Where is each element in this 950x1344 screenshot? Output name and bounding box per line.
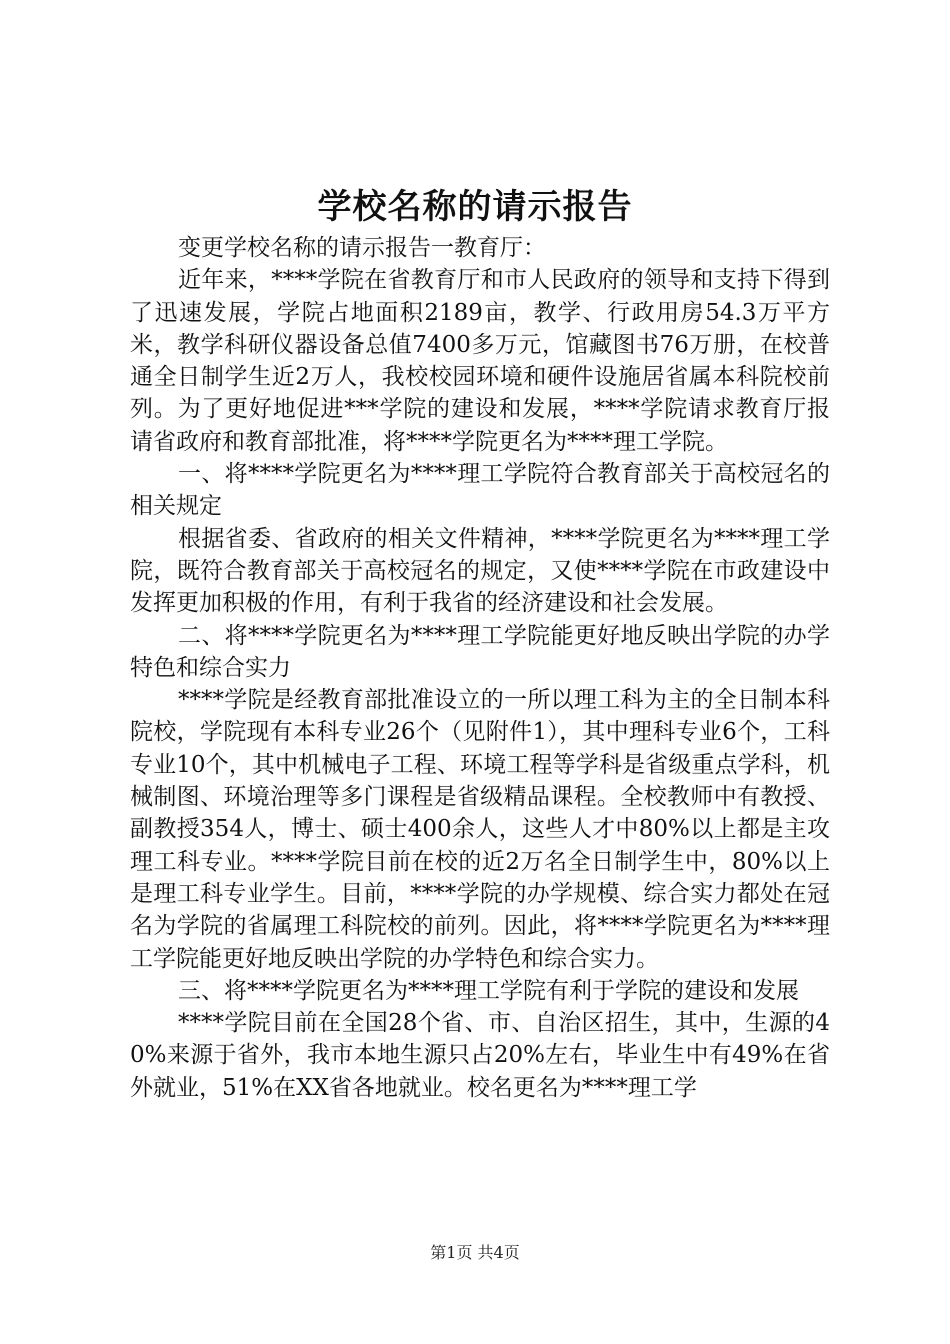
paragraph-section-3: ****学院目前在全国28个省、市、自治区招生，其中，生源的40%来源于省外，我市本地生源只占20%左右，毕业生中有49%在省外就业，51%在XX省各地就业。校名更名为****理工学 <box>130 1010 830 1101</box>
document-title: 学校名称的请示报告 <box>317 187 633 227</box>
paragraph-salutation: 变更学校名称的请示报告一教育厅： <box>178 235 546 261</box>
paragraph-section-2: ****学院是经教育部批准设立的一所以理工科为主的全日制本科院校，学院现有本科专业26个（见附件1），其中理科专业6个，工科专业10个，其中机械电子工程、环境工程等学科是省级重点学科，机械制图、环境治理等多门课程是省级精品课程。全校教师中有教授、副教授354人，博士、硕士400余人，这些人才中80%以上都是主攻理工科专业。****学院目前在校的近2万名全日制学生中，80%以上是理工科专业学生。目前，****学院的办学规模、综合实力都处在冠名为学院的省属理工科院校的前列。因此，将****学院更名为****理工学院能更好地反映出学院的办学特色和综合实力。 <box>130 687 830 972</box>
paragraph-intro: 近年来，****学院在省教育厅和市人民政府的领导和支持下得到了迅速发展，学院占地面积2189亩，教学、行政用房54.3万平方米，教学科研仪器设备总值7400多万元，馆藏图书76万册，在校普通全日制学生近2万人，我校校园环境和硬件设施居省属本科院校前列。为了更好地促进***学院的建设和发展，****学院请求教育厅报请省政府和教育部批准，将****学院更名为****理工学院。 <box>130 267 830 455</box>
paragraph-section-1: 根据省委、省政府的相关文件精神，****学院更名为****理工学院，既符合教育部关于高校冠名的规定，又使****学院在市政建设中发挥更加积极的作用，有利于我省的经济建设和社会发展。 <box>130 525 830 617</box>
section-heading-1: 一、将****学院更名为****理工学院符合教育部关于高校冠名的相关规定 <box>130 461 830 520</box>
page-footer: 第1页 共4页 <box>430 1243 520 1262</box>
section-heading-2: 二、将****学院更名为****理工学院能更好地反映出学院的办学特色和综合实力 <box>130 622 830 681</box>
document-body <box>130 232 830 1104</box>
section-heading-3: 三、将****学院更名为****理工学院有利于学院的建设和发展 <box>178 977 799 1004</box>
